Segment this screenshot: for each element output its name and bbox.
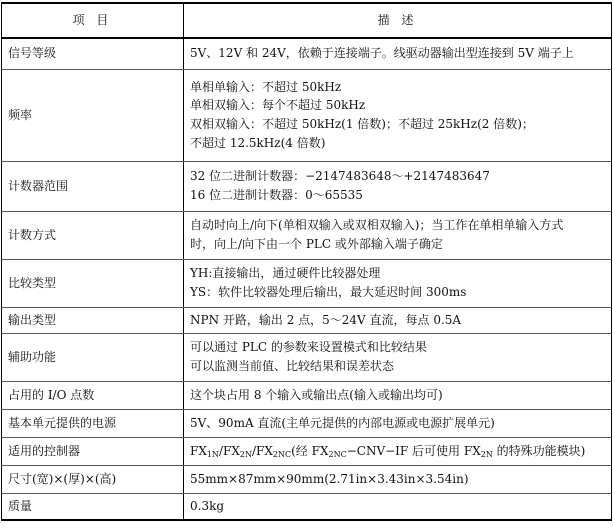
value-line: 16 位二进制计数器：0～65535 (190, 188, 363, 202)
table-row (2, 38, 612, 69)
value-line: 5V、90mA 直流(主单元提供的内部电源或电源扩展单元) (190, 415, 495, 430)
header-item: 项 目 (2, 3, 184, 38)
value-line: 自动时向上/向下(单相双输入或双相双输入)；当工作在单相单输入方式 (190, 218, 564, 233)
value-line: YS：软件比较器处理后输出，最大延迟时间 300ms (190, 285, 467, 299)
value-line: 单相单输入：不超过 50kHz (190, 79, 342, 94)
table-header-row (2, 3, 612, 38)
value-line: 双相双输入：不超过 50kHz(1 倍数)；不超过 25kHz(2 倍数)； (190, 117, 534, 131)
table-row (2, 333, 612, 381)
row-label: 比较类型 (2, 259, 184, 307)
row-value (184, 69, 612, 161)
table-row (2, 161, 612, 211)
value-line: NPN 开路，输出 2 点，5～24V 直流，每点 0.5A (190, 312, 462, 327)
table-row (2, 381, 612, 409)
row-label: 尺寸(宽)×(厚)×(高) (2, 465, 184, 493)
row-value (184, 259, 612, 307)
row-value (184, 333, 612, 381)
row-value (184, 437, 612, 465)
row-value (184, 307, 612, 333)
row-value (184, 409, 612, 437)
row-value (184, 493, 612, 520)
value-line: 5V、12V 和 24V，依赖于连接端子。线驱动器输出型连接到 5V 端子上 (190, 46, 574, 61)
value-line: 可以通过 PLC 的参数来设置模式和比较结果 (190, 340, 427, 355)
table-row (2, 437, 612, 465)
value-line: 可以监测当前值、比较结果和误差状态 (190, 359, 395, 373)
row-value (184, 465, 612, 493)
table-row (2, 69, 612, 161)
value-line: 55mm×87mm×90mm(2.71in×3.43in×3.54in) (190, 471, 469, 486)
controller-value: $FX_{1N}/FX_{2N}/FX_{2NC}$(经 $FX_{2NC}-CNV-IF$ 后可使用 $FX_{2N}$ 的特殊功能模块) (190, 443, 586, 459)
row-label: 频率 (2, 69, 184, 161)
table-row (2, 307, 612, 333)
row-label: 信号等级 (2, 38, 184, 69)
value-line: 单相双输入：每个不超过 50kHz (190, 98, 366, 113)
value-line: 这个块占用 8 个输入或输出点(输入或输出均可) (190, 387, 443, 402)
spec-table (1, 2, 612, 521)
row-label: 适用的控制器 (2, 437, 184, 465)
table-row (2, 211, 612, 259)
row-value (184, 381, 612, 409)
value-line: YH:直接输出，通过硬件比较器处理 (190, 266, 381, 281)
row-label: 基本单元提供的电源 (2, 409, 184, 437)
row-label: 计数器范围 (2, 161, 184, 211)
header-description: 描 述 (184, 3, 612, 38)
value-line: 不超过 12.5kHz(4 倍数) (190, 135, 326, 150)
table-row (2, 465, 612, 493)
row-label: 辅助功能 (2, 333, 184, 381)
row-value (184, 211, 612, 259)
row-value (184, 161, 612, 211)
row-label: 占用的 I/O 点数 (2, 381, 184, 409)
table-row (2, 409, 612, 437)
value-line: 0.3kg (190, 498, 225, 513)
row-value (184, 38, 612, 69)
row-label: 计数方式 (2, 211, 184, 259)
value-line: 32 位二进制计数器：−2147483648～+2147483647 (190, 169, 490, 184)
row-label: 质量 (2, 493, 184, 520)
row-label: 输出类型 (2, 307, 184, 333)
table-row (2, 259, 612, 307)
table-row (2, 493, 612, 520)
value-line: 时，向上/向下由一个 PLC 或外部输入端子确定 (190, 237, 443, 251)
